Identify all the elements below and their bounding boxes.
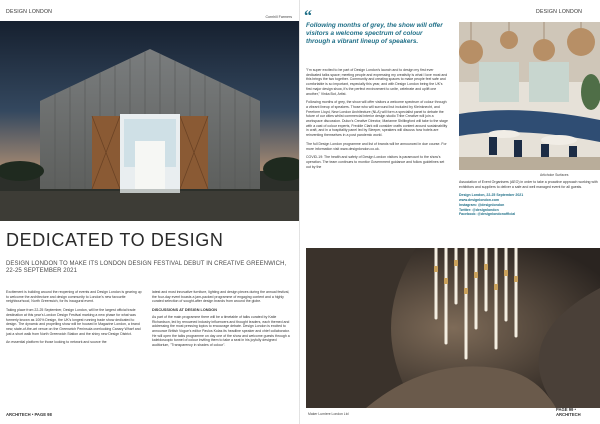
restaurant-photo — [459, 22, 600, 170]
lights-photo-credit: Maker Lumiere London Ltd — [308, 412, 349, 416]
barn-illustration — [0, 21, 300, 221]
paragraph: Association of Event Organisers (AEO) in order to take a proactive approach working with exhibitors and suppliers to deliver a safe and well managed event for all guests. — [459, 180, 598, 189]
running-head-left: DESIGN LONDON — [6, 9, 53, 15]
restaurant-photo-credit: Artichoke Surfaces — [540, 173, 569, 177]
paragraph: Following months of grey, the show will offer visitors a welcome spectrum of colour through a vibrant lineup of speakers. Those who will surround but included by Kleinknecht, and Freeform Lloyd, New London Architecture (NLA) will form a specialist panel to debate the future of our cities whilst commercial interior design studio Tribe Creative will join a workspace discussion. Dulux's Creative Director, Marianne Shillingford will take to the stage with a cast of colour experts, Freddie Clark will consider crafts content around sustainability in craft, and in a hospitality panel led by Sleeper, speakers will discuss how hotels are reinventing themselves in a post pandemic world. — [306, 100, 448, 138]
running-head-right: DESIGN LONDON — [536, 9, 583, 15]
paragraph: "I'm super excited to be part of Design London's launch and to design my first ever dedicated talks space; meeting people and expressing my creativity is what I love most and this brings the two together. Community and creating spaces to make people feel safe and comfortable is so important, especially this year, and with Design London being the UK's first major design show, it's the perfect environment to unite, celebrate and uplift one another," Vinka Bot, Artist. — [306, 68, 448, 96]
paragraph: An essential platform for those looking to network and source the — [6, 340, 107, 345]
barn-photo — [0, 21, 300, 221]
article-subhead: DESIGN LONDON TO MAKE ITS LONDON DESIGN FESTIVAL DEBUT IN CREATIVE GREENWICH, 22-25 SEPTEMBER 2021 — [6, 261, 287, 275]
paragraph: Excitement is building around the reopening of events and Design London is gearing up to welcome the architecture and design community to London's new favourite neighbourhood, North Greenwich, for its inaugural event. — [6, 290, 142, 304]
quote-mark-icon: “ — [304, 8, 312, 25]
left-column-2 — [152, 290, 294, 352]
paragraph: COVID-19: The health and safety of Design London visitors is paramount to the show's operation. The team continues to monitor Government guidance and follow guidelines set out by the — [306, 155, 445, 169]
lights-illustration — [306, 248, 600, 408]
event-details-facebook[interactable]: Facebook: @designlondonofficial — [459, 212, 516, 217]
page-footer-left: ARCHITECH • PAGE 98 — [6, 412, 52, 417]
right-column-2 — [459, 180, 600, 217]
event-details-date: Design London, 22-25 September 2021 — [459, 193, 524, 198]
pendant-lights-photo — [306, 248, 600, 408]
article-headline: DEDICATED TO DESIGN — [6, 230, 224, 250]
section-heading: DISCUSSIONS AT DESIGN LONDON — [152, 308, 217, 313]
restaurant-illustration — [459, 22, 600, 170]
paragraph: The full Design London programme and list of brands will be announced in due course. For more information visit www.designlondon.co.uk. — [306, 141, 447, 151]
pull-quote: Following months of grey, the show will offer visitors a welcome spectrum of colour through a vibrant lineup of speakers. — [306, 22, 443, 45]
paragraph: Taking place from 22-25 September, Design London, will be the largest official trade destination at this year's London Design Festival marking a new phase for what was formerly known as 100% Design, the UK's longest running trade show dedicated to design. The dynamic and propelling show will be housed in Magazine London, a brand new, state-of-the-art venue on the Greenwich Peninsula overlooking Canary Wharf and just a short walk from North Greenwich Station and the shiny new Design District. — [6, 308, 141, 336]
right-column-1 — [306, 68, 448, 173]
left-column-1 — [6, 290, 144, 349]
paragraph: latest and most innovative furniture, lighting and design pieces during the annual festival, the four-day event boasts a jam-packed programme of engaging content and a highly curated selection of sought-after design brands from around the globe. — [152, 290, 290, 304]
paragraph: As part of the main programme there will be a timetable of talks curated by Katie Richardson, led by renowned industry influencers and thought leaders, each themed and addressing the most pressing topics to encourage debate. Design London is excited to announce British Vogue's editor Pavlos Kolas its headline speaker and chief collaborator. He will open the talks programme on day one of the show and welcome guests through a kaleidoscopic tunnel of colour inviting them to take a seat in his joyfully designed auditorium, "Transparency in shades of colour". — [152, 314, 290, 348]
event-details-instagram[interactable]: Instagram: @designlondon — [459, 202, 505, 207]
barn-photo-credit: Cornhill Farmers — [265, 15, 292, 19]
event-details-twitter[interactable]: Twitter: @designlondon — [459, 207, 499, 212]
event-details-website[interactable]: www.designlondon.com — [459, 198, 500, 203]
page-footer-right: PAGE 99 • ARCHITECH — [556, 407, 581, 417]
